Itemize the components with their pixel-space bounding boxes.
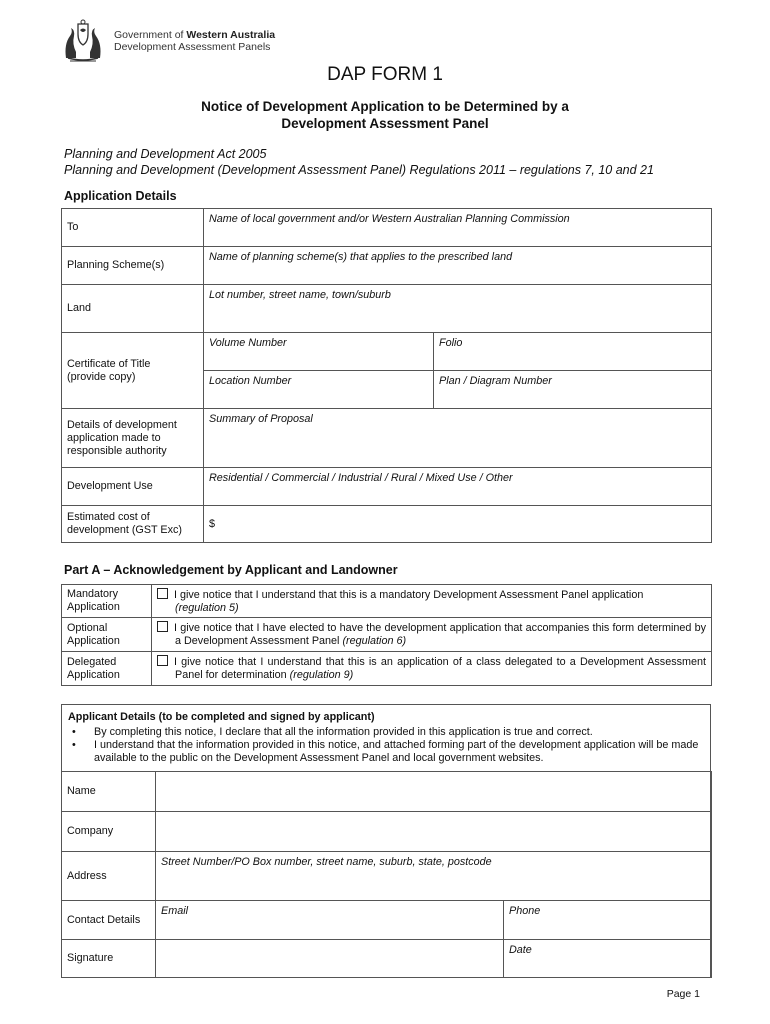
development-use-field[interactable]: Residential / Commercial / Industrial / Rural / Mixed Use / Other xyxy=(204,468,712,506)
optional-text-block xyxy=(157,621,706,648)
contact-row xyxy=(62,901,712,940)
applicant-details-heading: Applicant Details (to be completed and signed by applicant) xyxy=(68,711,375,723)
development-use-label: Development Use xyxy=(62,468,204,506)
phone-field[interactable]: Phone xyxy=(504,901,712,940)
optional-label-line-2: Application xyxy=(67,634,120,647)
estimated-cost-row xyxy=(62,506,712,543)
address-field[interactable]: Street Number/PO Box number, street name, suburb, state, postcode xyxy=(156,852,712,901)
summary-of-proposal-field[interactable]: Summary of Proposal xyxy=(204,409,712,468)
mandatory-text: I give notice that I understand that this is a mandatory Development Assessment Panel application xyxy=(174,588,644,601)
bullet-1-text: By completing this notice, I declare that all the information provided in this application is true and correct. xyxy=(94,726,593,738)
folio-field[interactable]: Folio xyxy=(434,333,712,371)
details-row xyxy=(62,409,712,468)
signature-label: Signature xyxy=(62,940,156,978)
delegated-text-block xyxy=(157,655,706,682)
optional-label-line-1: Optional xyxy=(67,621,108,634)
org-name-bold: Western Australia xyxy=(186,29,276,41)
bullet-glyph: • xyxy=(72,739,76,751)
optional-regulation: (regulation 6) xyxy=(342,635,407,647)
planning-scheme-label: Planning Scheme(s) xyxy=(62,247,204,285)
department-name: Development Assessment Panels xyxy=(114,41,271,53)
form-title: DAP FORM 1 xyxy=(327,64,443,85)
company-row xyxy=(62,812,712,852)
applicant-details-table xyxy=(61,771,712,978)
estimated-cost-label xyxy=(62,506,204,543)
subtitle-line-2: Development Assessment Panel xyxy=(281,116,489,131)
delegated-row xyxy=(62,652,712,686)
contact-details-label: Contact Details xyxy=(62,901,156,940)
act-line-2: Planning and Development (Development Assessment Panel) Regulations 2011 – regulations 7, 10 and 21 xyxy=(64,163,654,177)
org-name xyxy=(114,29,275,41)
land-field[interactable]: Lot number, street name, town/suburb xyxy=(204,285,712,333)
planning-scheme-row xyxy=(62,247,712,285)
part-a-table xyxy=(61,584,712,686)
org-prefix: Government of xyxy=(114,29,187,41)
details-label-line-2: application made to xyxy=(67,431,161,444)
volume-number-field[interactable]: Volume Number xyxy=(204,333,434,371)
application-details-table xyxy=(61,208,712,543)
declaration-bullet-2 xyxy=(68,739,704,765)
bullet-glyph: • xyxy=(72,726,76,738)
cot-label-line-1: Certificate of Title xyxy=(67,357,151,370)
applicant-details-section xyxy=(61,704,711,978)
location-number-field[interactable]: Location Number xyxy=(204,371,434,409)
company-label: Company xyxy=(62,812,156,852)
mandatory-label xyxy=(62,585,152,618)
optional-declaration xyxy=(152,618,712,652)
delegated-label-line-2: Application xyxy=(67,668,120,681)
to-label: To xyxy=(62,209,204,247)
mandatory-checkbox[interactable] xyxy=(157,588,168,599)
planning-scheme-field[interactable]: Name of planning scheme(s) that applies to the prescribed land xyxy=(204,247,712,285)
page-number: Page 1 xyxy=(666,988,700,1000)
date-field[interactable]: Date xyxy=(504,940,712,978)
act-line-1: Planning and Development Act 2005 xyxy=(64,147,267,161)
mandatory-label-line-1: Mandatory xyxy=(67,588,119,600)
subtitle-line-1: Notice of Development Application to be Determined by a xyxy=(201,99,569,114)
email-field[interactable]: Email xyxy=(156,901,504,940)
delegated-regulation: (regulation 9) xyxy=(289,669,354,681)
mandatory-label-line-2: Application xyxy=(67,601,120,613)
certificate-row-1 xyxy=(62,333,712,371)
estimated-cost-field[interactable]: $ xyxy=(204,506,712,543)
delegated-declaration xyxy=(152,652,712,686)
delegated-text: I give notice that I understand that this is an application of a class delegated to a Development Assessment Panel for determination xyxy=(174,656,706,681)
legislation-reference xyxy=(64,146,654,178)
declaration-bullet-1 xyxy=(68,726,704,739)
mandatory-row xyxy=(62,585,712,618)
signature-row xyxy=(62,940,712,978)
signature-field[interactable] xyxy=(156,940,504,978)
optional-checkbox[interactable] xyxy=(157,621,168,632)
delegated-label-line-1: Delegated xyxy=(67,655,117,668)
land-row xyxy=(62,285,712,333)
application-details-heading: Application Details xyxy=(64,189,177,203)
name-label: Name xyxy=(62,772,156,812)
details-label xyxy=(62,409,204,468)
plan-diagram-field[interactable]: Plan / Diagram Number xyxy=(434,371,712,409)
declaration-bullets xyxy=(68,726,704,765)
bullet-2-text: I understand that the information provided in this notice, and attached forming part of the development application will be made available to the public on the Development Assessment Panel and local government websites. xyxy=(94,739,699,764)
certificate-of-title-label xyxy=(62,333,204,409)
details-label-line-1: Details of development xyxy=(67,418,177,431)
wa-crest-logo xyxy=(58,18,108,64)
mandatory-declaration xyxy=(152,585,712,618)
delegated-checkbox[interactable] xyxy=(157,655,168,666)
mandatory-regulation: (regulation 5) xyxy=(175,601,239,614)
address-label: Address xyxy=(62,852,156,901)
development-use-row xyxy=(62,468,712,506)
name-row xyxy=(62,772,712,812)
delegated-label xyxy=(62,652,152,686)
header xyxy=(58,18,275,64)
details-label-line-3: responsible authority xyxy=(67,444,167,457)
to-field[interactable]: Name of local government and/or Western Australian Planning Commission xyxy=(204,209,712,247)
cost-label-line-1: Estimated cost of xyxy=(67,511,150,523)
optional-text: I give notice that I have elected to have the development application that accompanies this form determined by a Development Assessment Panel xyxy=(174,622,706,647)
land-label: Land xyxy=(62,285,204,333)
cost-label-line-2: development (GST Exc) xyxy=(67,524,183,536)
name-field[interactable] xyxy=(156,772,712,812)
optional-row xyxy=(62,618,712,652)
to-row xyxy=(62,209,712,247)
company-field[interactable] xyxy=(156,812,712,852)
cot-label-line-2: (provide copy) xyxy=(67,370,136,383)
address-row xyxy=(62,852,712,901)
form-subtitle xyxy=(0,98,770,132)
optional-label xyxy=(62,618,152,652)
part-a-heading: Part A – Acknowledgement by Applicant and Landowner xyxy=(64,563,398,577)
